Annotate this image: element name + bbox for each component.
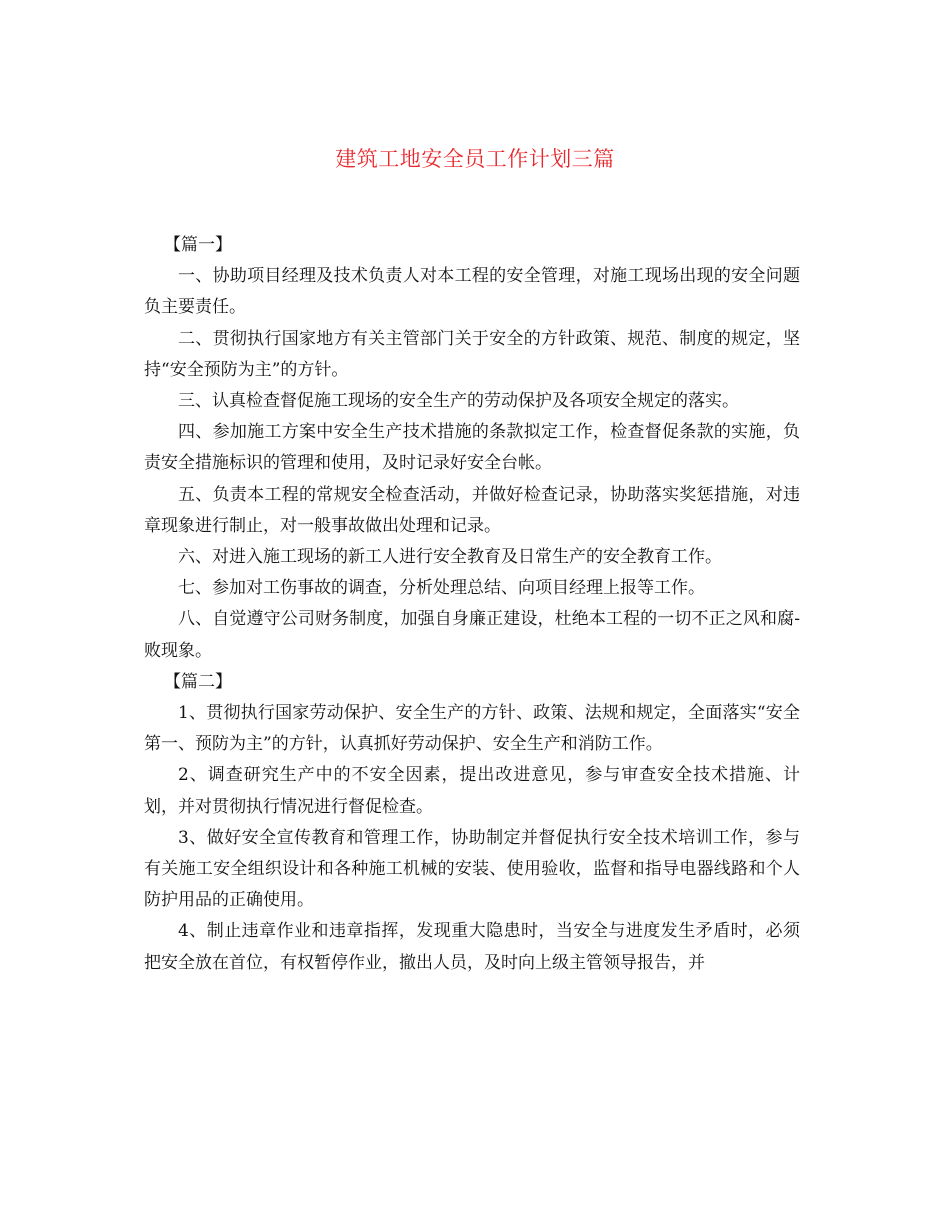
paragraph: 二、贯彻执行国家地方有关主管部门关于安全的方针政策、规范、制度的规定，坚持“安全预防为主”的方针。 [144, 328, 800, 380]
paragraph: 四、参加施工方案中安全生产技术措施的条款拟定工作，检查督促条款的实施，负责安全措施标识的管理和使用，及时记录好安全台帐。 [144, 422, 800, 474]
section-heading: 【篇二】 [164, 671, 232, 692]
paragraph: 2、调查研究生产中的不安全因素，提出改进意见，参与审查安全技术措施、计划，并对贯彻执行情况进行督促检查。 [144, 765, 800, 817]
document-title: 建筑工地安全员工作计划三篇 [335, 147, 615, 171]
paragraph: 一、协助项目经理及技术负责人对本工程的安全管理，对施工现场出现的安全问题负主要责任。 [144, 266, 800, 318]
paragraph: 1、贯彻执行国家劳动保护、安全生产的方针、政策、法规和规定，全面落实“安全第一、预防为主”的方针，认真抓好劳动保护、安全生产和消防工作。 [144, 703, 800, 755]
paragraph: 4、制止违章作业和违章指挥，发现重大隐患时，当安全与进度发生矛盾时，必须把安全放在首位，有权暂停作业，撤出人员，及时向上级主管领导报告，并 [144, 921, 800, 973]
paragraph: 六、对进入施工现场的新工人进行安全教育及日常生产的安全教育工作。 [178, 547, 722, 568]
section-heading: 【篇一】 [164, 235, 232, 255]
paragraph: 3、做好安全宣传教育和管理工作，协助制定并督促执行安全技术培训工作，参与有关施工安全组织设计和各种施工机械的安装、使用验收，监督和指导电器线路和个人防护用品的正确使用。 [144, 827, 800, 911]
paragraph: 三、认真检查督促施工现场的安全生产的劳动保护及各项安全规定的落实。 [178, 391, 739, 412]
paragraph: 五、负责本工程的常规安全检查活动，并做好检查记录，协助落实奖惩措施，对违章现象进行制止，对一般事故做出处理和记录。 [144, 484, 800, 536]
paragraph: 七、参加对工伤事故的调查，分析处理总结、向项目经理上报等工作。 [178, 578, 705, 599]
paragraph: 八、自觉遵守公司财务制度，加强自身廉正建设，杜绝本工程的一切不正之风和腐-败现象。 [144, 609, 800, 661]
document-body [144, 230, 800, 979]
